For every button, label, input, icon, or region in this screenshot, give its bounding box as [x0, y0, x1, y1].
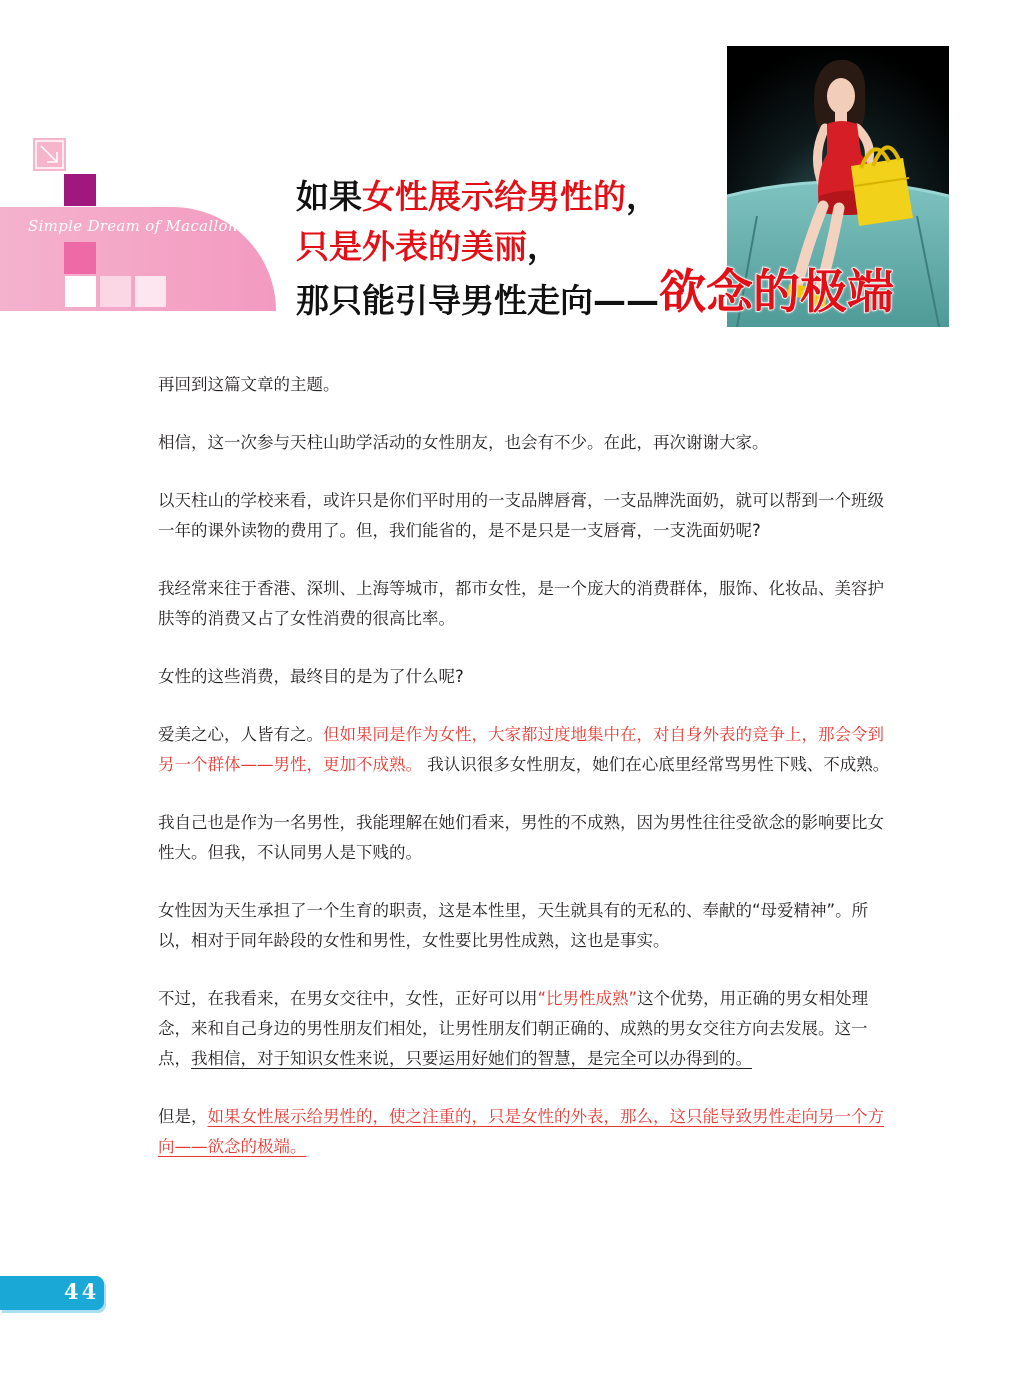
- highlight-text: 但如果同是作为女性，大家都过度地集中在，对自身外表的竞争上，那会令到另一个群体——男性，更加不成熟。: [158, 725, 884, 774]
- paragraph-6: 爱美之心，人皆有之。但如果同是作为女性，大家都过度地集中在，对自身外表的竞争上，那会令到另一个群体——男性，更加不成熟。 我认识很多女性朋友，她们在心底里经常骂男性下贱、不成熟。: [158, 725, 890, 774]
- deco-square-white: [65, 276, 96, 307]
- highlight-underlined-text: 如果女性展示给男性的，使之注重的，只是女性的外表，那么，这只能导致男性走向另一个方向——欲念的极端。: [158, 1107, 884, 1156]
- deco-square-purple: [64, 174, 96, 206]
- paragraph-9: 不过，在我看来，在男女交往中，女性，正好可以用“比男性成熟”这个优势，用正确的男女相处理念，来和自己身边的男性朋友们相处，让男性朋友们朝正确的、成熟的男女交往方向去发展。这一点，我相信，对于知识女性来说，只要运用好她们的智慧，是完全可以办得到的。: [158, 989, 869, 1068]
- paragraph-1: 再回到这篇文章的主题。: [158, 375, 340, 394]
- deco-square-pale-pink: [135, 276, 166, 307]
- deco-square-light-pink: [100, 276, 131, 307]
- paragraph-3: 以天柱山的学校来看，或许只是你们平时用的一支品牌唇膏，一支品牌洗面奶，就可以帮到一个班级一年的课外读物的费用了。但，我们能省的，是不是只是一支唇膏，一支洗面奶呢?: [158, 491, 884, 540]
- paragraph-8: 女性因为天生承担了一个生育的职责，这是本性里，天生就具有的无私的、奉献的“母爱精神”。所以，相对于同年龄段的女性和男性，女性要比男性成熟，这也是事实。: [158, 901, 869, 950]
- headline-line-2: 只是外表的美丽，: [296, 227, 560, 266]
- paragraph-4: 我经常来往于香港、深圳、上海等城市，都市女性，是一个庞大的消费群体，服饰、化妆品、美容护肤等的消费又占了女性消费的很高比率。: [158, 579, 884, 628]
- paragraph-2: 相信，这一次参与天柱山助学活动的女性朋友，也会有不少。在此，再次谢谢大家。: [158, 433, 769, 452]
- article-body: [158, 370, 893, 1190]
- banner-subtitle: Simple Dream of Macallon: [28, 217, 238, 235]
- paragraph-7: 我自己也是作为一名男性，我能理解在她们看来，男性的不成熟，因为男性往往受欲念的影响要比女性大。但我，不认同男人是下贱的。: [158, 813, 884, 862]
- underlined-text: 我相信，对于知识女性来说，只要运用好她们的智慧，是完全可以办得到的。: [191, 1049, 752, 1068]
- deco-square-pink: [64, 242, 96, 274]
- headline-line-3: 那只能引导男性走向——欲念的极端: [296, 265, 894, 320]
- highlight-text: “比男性成熟”: [537, 989, 638, 1008]
- page-number: 44: [64, 1279, 100, 1304]
- paragraph-10: 但是，如果女性展示给男性的，使之注重的，只是女性的外表，那么，这只能导致男性走向另一个方向——欲念的极端。: [158, 1107, 884, 1156]
- headline: [296, 172, 894, 326]
- headline-emphasis: 欲念的极端: [659, 265, 894, 320]
- headline-line-1: 如果女性展示给男性的，: [296, 177, 659, 216]
- arrow-square-icon: [33, 138, 66, 171]
- paragraph-5: 女性的这些消费，最终目的是为了什么呢?: [158, 667, 464, 686]
